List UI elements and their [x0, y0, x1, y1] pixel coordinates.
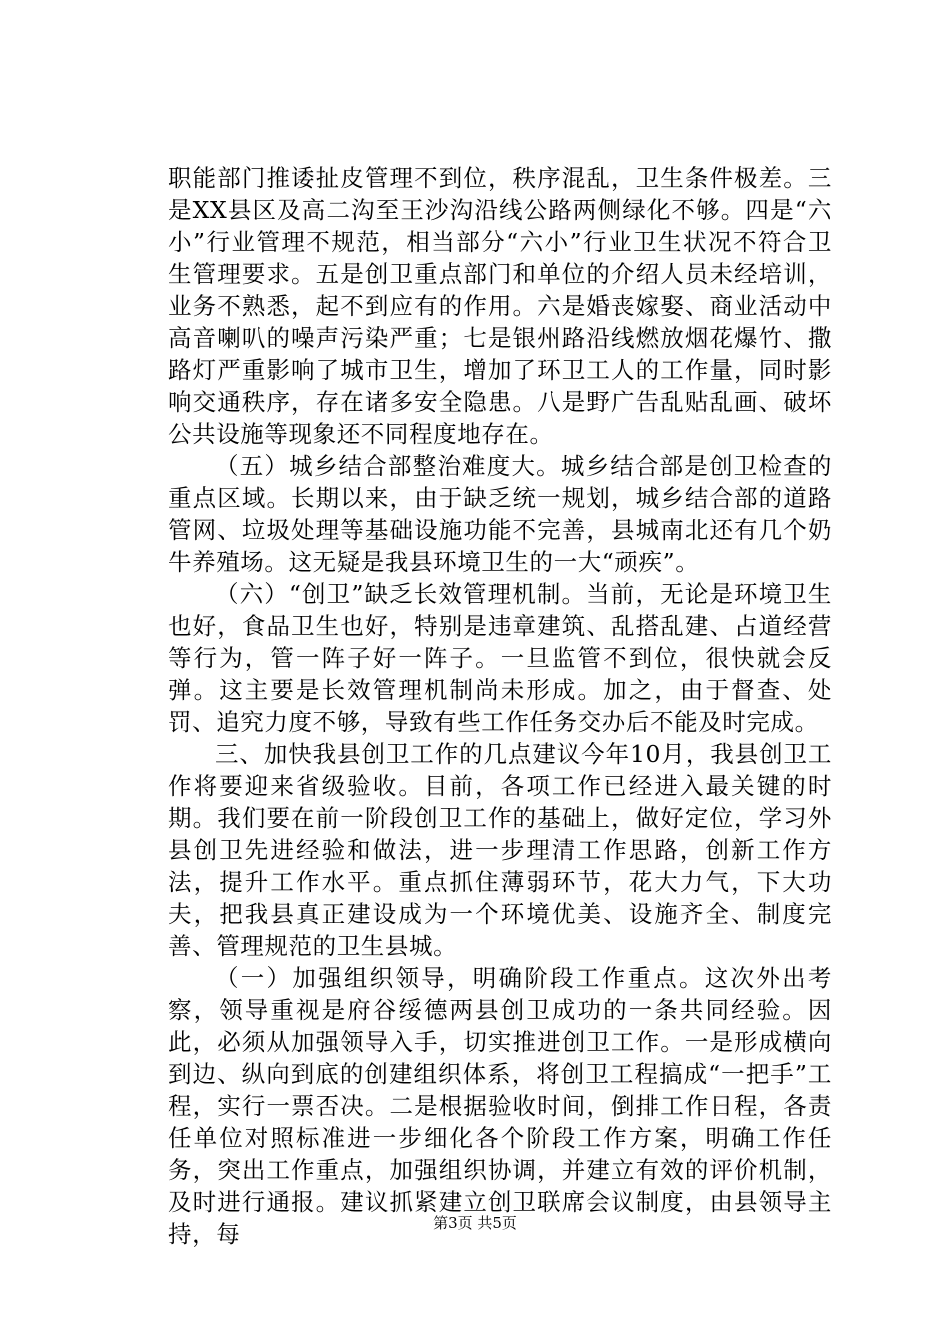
page-footer	[0, 1213, 950, 1233]
page-number-indicator: 第3页 共5页	[433, 1214, 517, 1232]
paragraph-4: 三、加快我县创卫工作的几点建议今年10月，我县创卫工作将要迎来省级验收。目前，各项工作已经进入最关键的时期。我们要在前一阶段创卫工作的基础上，做好定位，学习外县创卫先进经验和做法，进一步理清工作思路，创新工作方法，提升工作水平。重点抓住薄弱环节，花大力气，下大功夫，把我县真正建设成为一个环境优美、设施齐全、制度完善、管理规范的卫生县城。	[168, 740, 832, 960]
paragraph-1: 职能部门推诿扯皮管理不到位，秩序混乱，卫生条件极差。三是XX县区及高二沟至王沙沟沿线公路两侧绿化不够。四是“六小”行业管理不规范，相当部分“六小”行业卫生状况不符合卫生管理要求。五是创卫重点部门和单位的介绍人员未经培训，业务不熟悉，起不到应有的作用。六是婚丧嫁娶、商业活动中高音喇叭的噪声污染严重；七是银州路沿线燃放烟花爆竹、撒路灯严重影响了城市卫生，增加了环卫工人的工作量，同时影响交通秩序，存在诸多安全隐患。八是野广告乱贴乱画、破坏公共设施等现象还不同程度地存在。	[168, 164, 832, 448]
paragraph-3: （六）“创卫”缺乏长效管理机制。当前，无论是环境卫生也好，食品卫生也好，特别是违章建筑、乱搭乱建、占道经营等行为，管一阵子好一阵子。一旦监管不到位，很快就会反弹。这主要是长效管理机制尚未形成。加之，由于督查、处罚、追究力度不够，导致有些工作任务交办后不能及时完成。	[168, 580, 832, 736]
document-body	[168, 162, 832, 1250]
paragraph-5: （一）加强组织领导，明确阶段工作重点。这次外出考察，领导重视是府谷绥德两县创卫成功的一条共同经验。因此，必须从加强领导入手，切实推进创卫工作。一是形成横向到边、纵向到底的创建组织体系，将创卫工程搞成“一把手”工程，实行一票否决。二是根据验收时间，倒排工作日程，各责任单位对照标准进一步细化各个阶段工作方案，明确工作任务，突出工作重点，加强组织协调，并建立有效的评价机制，及时进行通报。建议抓紧建立创卫联席会议制度，由县领导主持，每	[168, 964, 832, 1248]
paragraph-2: （五）城乡结合部整治难度大。城乡结合部是创卫检查的重点区域。长期以来，由于缺乏统一规划，城乡结合部的道路管网、垃圾处理等基础设施功能不完善，县城南北还有几个奶牛养殖场。这无疑是我县环境卫生的一大“顽疾”。	[168, 452, 832, 576]
